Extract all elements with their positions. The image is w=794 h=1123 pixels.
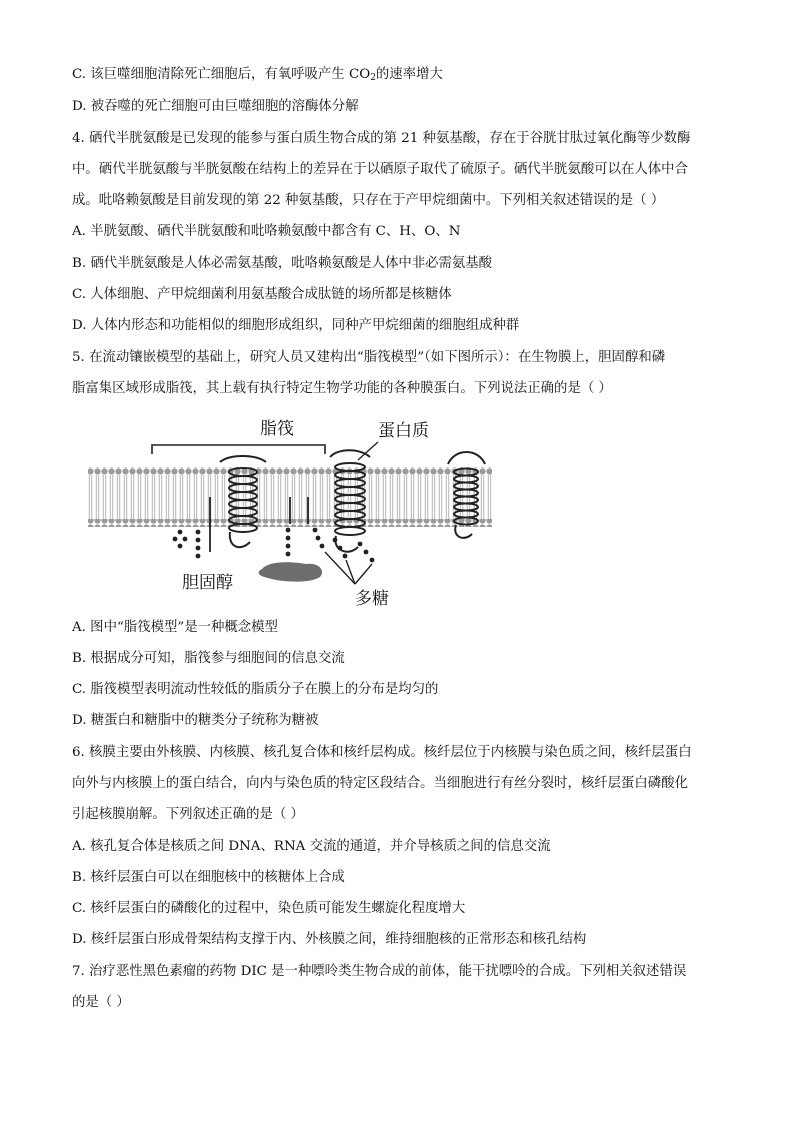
option-4a: A. 半胱氨酸、硒代半胱氨酸和吡咯赖氨酸中都含有 C、H、O、N [72, 224, 461, 239]
question-6-line-1: 6. 核膜主要由外核膜、内核膜、核孔复合体和核纤层构成。核纤层位于内核膜与染色质之间，核纤层蛋白 [72, 745, 692, 760]
polysaccharide-label: 多糖 [355, 589, 389, 609]
protein-label: 蛋白质 [378, 421, 429, 441]
option-5a: A. 图中“脂筏模型”是一种概念模型 [72, 620, 278, 635]
question-4-line-1: 4. 硒代半胱氨酸是已发现的能参与蛋白质生物合成的第 21 种氨基酸，存在于谷胱甘肽过氧化酶等少数酶 [72, 131, 691, 146]
option-6c: C. 核纤层蛋白的磷酸化的过程中，染色质可能发生螺旋化程度增大 [72, 901, 466, 916]
extracellular-molecule [259, 562, 322, 581]
option-5b: B. 根据成分可知，脂筏参与细胞间的信息交流 [72, 651, 345, 666]
option-4b: B. 硒代半胱氨酸是人体必需氨基酸，吡咯赖氨酸是人体中非必需氨基酸 [72, 256, 493, 271]
option-4d: D. 人体内形态和功能相似的细胞形成组织，同种产甲烷细菌的细胞组成种群 [72, 318, 520, 333]
question-5-line-1: 5. 在流动镶嵌模型的基础上，研究人员又建构出“脂筏模型”（如下图所示）：在生物膜上，胆固醇和磷 [72, 350, 666, 365]
raft-bracket [152, 445, 325, 454]
option-4c: C. 人体细胞、产甲烷细菌利用氨基酸合成肽链的场所都是核糖体 [72, 287, 452, 302]
option-6b: B. 核纤层蛋白可以在细胞核中的核糖体上合成 [72, 870, 345, 885]
question-4-line-3: 成。吡咯赖氨酸是目前发现的第 22 种氨基酸，只存在于产甲烷细菌中。下列相关叙述错误的是（ ） [72, 193, 665, 208]
option-6d: D. 核纤层蛋白形成骨架结构支撑于内、外核膜之间，维持细胞核的正常形态和核孔结构 [72, 932, 587, 947]
raft-label: 脂筏 [260, 419, 294, 439]
question-5-line-2: 脂富集区域形成脂筏，其上载有执行特定生物学功能的各种膜蛋白。下列说法正确的是（ ） [72, 381, 612, 396]
lipid-raft-diagram [80, 412, 500, 612]
cholesterol-label: 胆固醇 [182, 573, 233, 593]
question-6-line-3: 引起核膜崩解。下列叙述正确的是（ ） [72, 807, 304, 822]
question-6-line-2: 向外与内核膜上的蛋白结合，向内与染色质的特定区段结合。当细胞进行有丝分裂时，核纤层蛋白磷酸化 [72, 776, 688, 791]
polysaccharide-chains [173, 528, 375, 563]
option-6a: A. 核孔复合体是核质之间 DNA、RNA 交流的通道，并介导核质之间的信息交流 [72, 839, 551, 854]
question-7-line-1: 7. 治疗恶性黑色素瘤的药物 DIC 是一种嘌呤类生物合成的前体，能干扰嘌呤的合成。下列相关叙述错误 [72, 964, 687, 979]
option-5d: D. 糖蛋白和糖脂中的糖类分子统称为糖被 [72, 713, 319, 728]
option-3d: D. 被吞噬的死亡细胞可由巨噬细胞的溶酶体分解 [72, 99, 359, 114]
question-4-line-2: 中。硒代半胱氨酸与半胱氨酸在结构上的差异在于以硒原子取代了硫原子。硒代半胱氨酸可以在人体中合 [72, 162, 688, 177]
option-5c: C. 脂筏模型表明流动性较低的脂质分子在膜上的分布是均匀的 [72, 682, 439, 697]
question-7-line-2: 的是（ ） [72, 995, 130, 1010]
option-3c: C. 该巨噬细胞清除死亡细胞后，有氧呼吸产生 $CO_2$的速率增大 [72, 67, 443, 83]
